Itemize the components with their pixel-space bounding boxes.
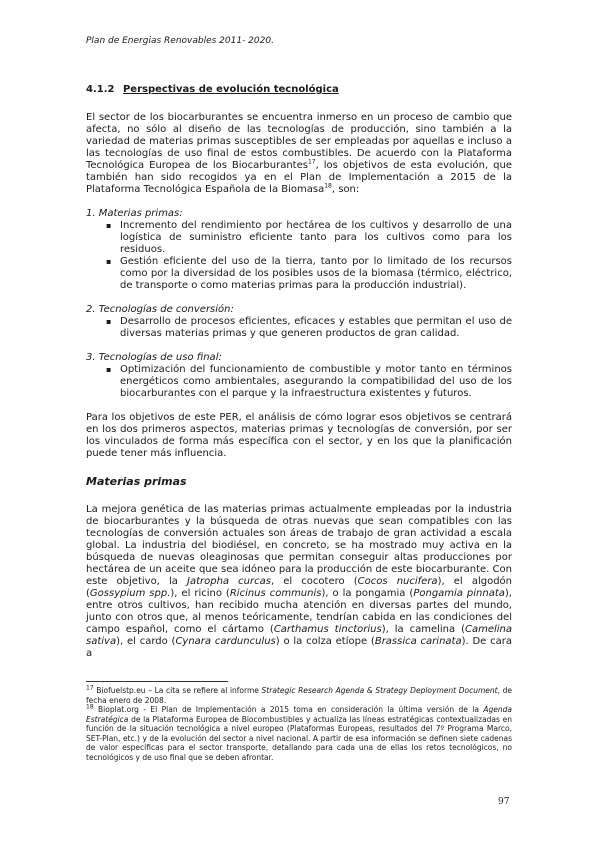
running-header: Plan de Energias Renovables 2011- 2020. [86,36,274,46]
list-item-text: Desarrollo de procesos eficientes, eficaces y estables que permitan el uso de diversas materias primas y que generen productos de gran calidad. [120,316,512,339]
footnote-italic-text: Agenda Estratégica [86,705,512,724]
materias-primas-paragraph [86,504,512,660]
objective-list [86,208,512,292]
page-number: 97 [498,797,510,807]
species-name: Camelina sativa [86,624,513,647]
paragraph-text: , el cocotero ( [270,576,358,587]
paragraph-text: ), la camelina ( [381,624,465,635]
list-title: 3. Tecnologías de uso final: [86,352,222,363]
species-name: Cynara cardunculus [175,636,276,647]
paragraph-text: ). De cara a [86,636,512,659]
intro-text-part1: El sector de los biocarburantes se encuentra inmerso en un proceso de cambio que afecta, no sólo al diseño de las tecnologías de producción, sino también a la variedad de materias primas susceptibles de ser empleadas por aquellas e incluso a las tecnologías de uso final de estos combustibles. De acuerdo con la Plataforma Tecnológica Europea de los Biocarburantes [86,112,512,171]
species-name: Ricinus communis [229,588,322,599]
footnote-text: de la Plataforma Europea de Biocombustibles y actualiza las líneas estratégicas contextualizadas en función de la situación tecnológica a nivel europeo (Plataformas Europeas, resultados del 7º Programa Marco, SET-Plan, etc.) y de la evolución del sector a nivel nacional. A partir de esa información se definen siete cadenas de valor específicas para el sector transporte, detallando para cada una de ellas los retos tecnológicos, no tecnológicos y de uso final que se deben afrontar. [86,714,512,762]
footnote-ref-17[interactable]: 17 [307,158,316,166]
objectives-lists [86,208,512,400]
section-number: 4.1.2 [86,84,115,95]
footnote-17 [86,686,512,705]
square-bullet-icon: ▪ [106,317,112,326]
footnote-number: 18 [86,703,94,711]
main-content [86,84,512,660]
paragraph-text: ), o la pongamia ( [321,588,414,599]
list-item [86,364,512,400]
footnote-number: 17 [86,684,94,692]
intro-paragraph [86,112,512,196]
section-title: Perspectivas de evolución tecnológica [122,84,339,95]
paragraph-text: ), el algodón ( [86,576,512,599]
square-bullet-icon: ▪ [106,365,112,374]
species-name: Carthamus tinctorius [273,624,382,635]
paragraph-text: ), el cardo ( [116,636,176,647]
square-bullet-icon: ▪ [106,257,112,266]
bullet-list [86,364,512,400]
subheading-materias-primas: Materias primas [86,475,187,488]
list-item-text: Incremento del rendimiento por hectárea de los cultivos y desarrollo de una logística de suministro eficiente tanto para los cultivos como para los residuos. [120,220,512,255]
list-item-text: Gestión eficiente del uso de la tierra, tanto por lo limitado de los recursos como por la diversidad de los posibles usos de la biomasa (térmico, eléctrico, de transporte o como materias primas para la producción industrial). [120,256,512,291]
footnote-italic-text: Strategic Research Agenda & Strategy Deployment Document [261,686,498,695]
list-item [86,256,512,292]
per-paragraph: Para los objetivos de este PER, el análisis de cómo lograr esos objetivos se centrará en los dos primeros aspectos, materias primas y tecnologías de conversión, por ser los vinculados de forma más específica con el sector, y en los que la planificación puede tener más influencia. [86,412,512,459]
species-name: Cocos nucifera [357,576,438,587]
paragraph-text: ), entre otros cultivos, han recibido mucha atención en diversas partes del mundo, junto con otros que, al menos teóricamente, tendrían cabida en las condiciones del campo español, como el cártamo ( [86,588,512,635]
objective-list [86,352,512,400]
footnote-text: Biofuelstp.eu – La cita se refiere al informe [93,686,262,695]
intro-text-part2: , los objetivos de esta evolución, que también han sido recogidos ya en el Plan de Implementación a 2015 de la Plataforma Tecnológica Española de la Biomasa [86,160,512,195]
footnote-divider [86,681,228,682]
species-name: Jatropha curcas [187,576,271,587]
species-name: Brassica carinata [374,636,462,647]
species-name: Pongamia pinnata [413,588,505,599]
list-title: 2. Tecnologías de conversión: [86,304,234,315]
species-name: Gossypium spp. [89,588,171,599]
paragraph-text: ) o la colza etíope ( [275,636,375,647]
list-item [86,220,512,256]
bullet-list [86,220,512,292]
objective-list [86,304,512,340]
list-item [86,316,512,340]
footnote-text: , de fecha enero de 2008. [86,686,512,705]
paragraph-text: La mejora genética de las materias primas actualmente empleadas por la industria de biocarburantes y la búsqueda de otras nuevas que sean compatibles con las tecnologías de conversión actuales son áreas de trabajo de gran actividad a escala global. La industria del biodiésel, en concreto, se ha mostrado muy activa en la búsqueda de nuevas oleaginosas que permitan conseguir altas producciones por hectárea de un aceite que sea idóneo para la producción de este biocarburante. Con este objetivo, la [86,504,512,587]
intro-text-part3: , son: [331,184,360,195]
footnote-text: Bioplat.org - El Plan de Implementación a 2015 toma en consideración la última versión de la [93,705,484,714]
paragraph-text: ), el ricino ( [170,588,230,599]
square-bullet-icon: ▪ [106,221,112,230]
bullet-list [86,316,512,340]
footnote-18 [86,705,512,762]
footnote-ref-18[interactable]: 18 [324,182,332,190]
section-heading [86,84,512,96]
list-title: 1. Materias primas: [86,208,183,219]
footnotes [86,686,512,762]
list-item-text: Optimización del funcionamiento de combustible y motor tanto en términos energéticos como ambientales, asegurando la compatibilidad del uso de los biocarburantes con el parque y la infraestructura existentes y futuros. [120,364,512,399]
